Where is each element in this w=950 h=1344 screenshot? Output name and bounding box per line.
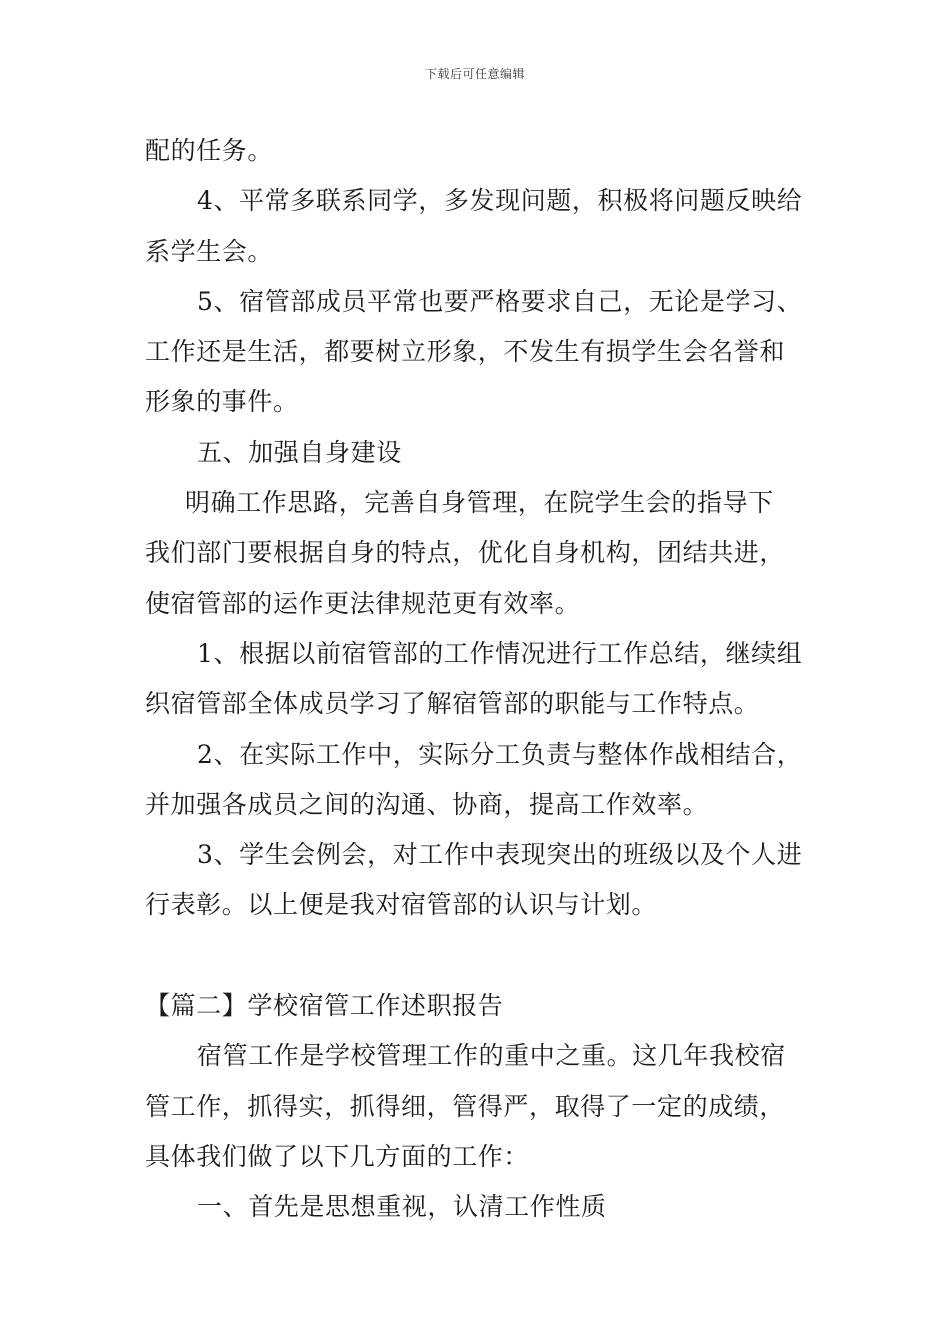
text-line: 我们部门要根据自身的特点，优化自身机构，团结共进， — [145, 538, 786, 568]
text-line: 3、学生会例会，对工作中表现突出的班级以及个人进 — [197, 840, 803, 870]
text-line: 使宿管部的运作更法律规范更有效率。 — [145, 588, 581, 618]
paragraph-gap — [145, 931, 810, 981]
text-line: 配的任务。 — [145, 136, 274, 165]
section-heading: 一、首先是思想重视，认清工作性质 — [197, 1192, 607, 1222]
text-line: 织宿管部全体成员学习了解宿管部的职能与工作特点。 — [145, 689, 760, 719]
text-line: 具体我们做了以下几方面的工作： — [145, 1141, 530, 1171]
article-title: 【篇二】学校宿管工作述职报告 — [145, 991, 504, 1021]
text-line: 行表彰。以上便是我对宿管部的认识与计划。 — [145, 890, 658, 920]
section-heading: 五、加强自身建设 — [197, 437, 402, 467]
text-line: 宿管工作是学校管理工作的重中之重。这几年我校宿 — [197, 1041, 786, 1071]
text-line: 系学生会。 — [145, 236, 274, 266]
text-line: 并加强各成员之间的沟通、协商，提高工作效率。 — [145, 789, 709, 819]
text-line: 4、平常多联系同学，多发现问题，积极将问题反映给 — [197, 186, 803, 216]
text-line: 明确工作思路，完善自身管理，在院学生会的指导下 — [185, 488, 774, 518]
text-line: 2、在实际工作中，实际分工负责与整体作战相结合， — [197, 739, 803, 769]
text-line: 形象的事件。 — [145, 387, 299, 417]
text-line: 管工作，抓得实，抓得细，管得严，取得了一定的成绩， — [145, 1091, 786, 1121]
document-body — [145, 126, 810, 1233]
text-line: 工作还是生活，都要树立形象，不发生有损学生会名誉和 — [145, 337, 786, 367]
text-line: 5、宿管部成员平常也要严格要求自己，无论是学习、 — [197, 286, 803, 316]
page-header-note: 下载后可任意编辑 — [424, 67, 525, 81]
text-line: 1、根据以前宿管部的工作情况进行工作总结，继续组 — [197, 638, 803, 668]
